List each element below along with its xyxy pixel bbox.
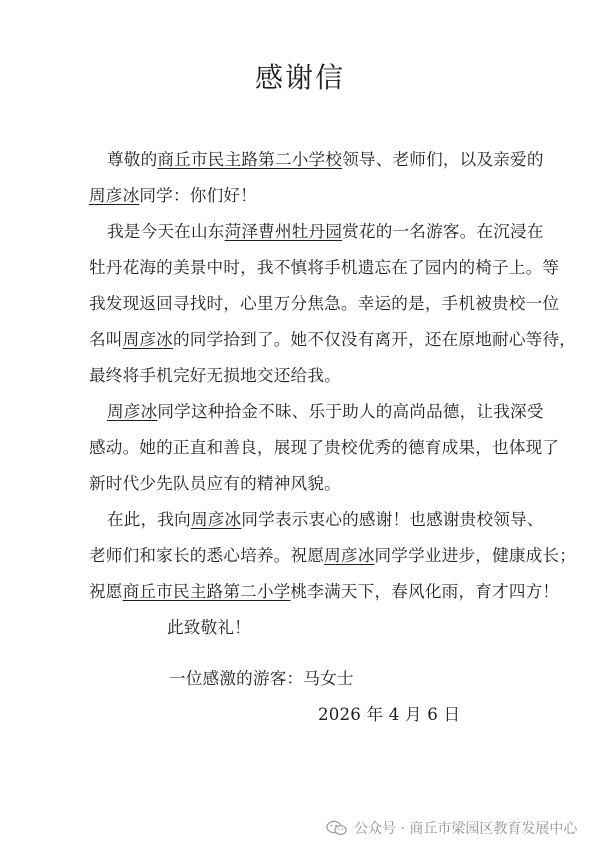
- underlined-name: 周彦冰: [107, 402, 158, 421]
- underlined-name: 周彦冰: [324, 546, 375, 565]
- text-segment: 一位感激的游客：马女士: [169, 669, 354, 688]
- paragraph-3-line-1: [107, 507, 544, 533]
- paragraph-1-line-3: [89, 291, 559, 317]
- letter-title: 感谢信: [254, 61, 345, 94]
- paragraph-1-line-2: [89, 255, 559, 281]
- text-segment: 祝愿: [89, 582, 123, 601]
- text-segment: 名叫: [89, 330, 123, 349]
- text-segment: 新时代少先队员应有的精神风貌。: [89, 474, 341, 493]
- text-segment: 同学学业进步，健康成长；: [374, 546, 577, 565]
- paragraph-1-line-5: [89, 363, 341, 389]
- text-segment: 我发现返回寻找时，心里万分焦急。幸运的是，手机被贵校一位: [89, 294, 560, 313]
- greeting-line-2: [89, 183, 257, 209]
- text-segment: 牡丹花海的美景中时，我不慎将手机遗忘在了园内的椅子上。等: [89, 258, 560, 277]
- paragraph-2-line-2: [89, 435, 559, 461]
- text-segment: 老师们和家长的悉心培养。祝愿: [89, 546, 325, 565]
- wechat-icon: [326, 820, 348, 836]
- paragraph-1-line-4: [89, 327, 576, 353]
- text-segment: 的同学拾到了。她不仅没有离开，还在原地耐心等待，: [172, 330, 577, 349]
- underlined-name: 商丘市民主路第二小学校: [157, 150, 343, 169]
- paragraph-1-line-1: [107, 219, 544, 245]
- text-segment: 同学表示衷心的感谢！也感谢贵校领导、: [241, 510, 544, 529]
- text-segment: 在此，我向: [107, 510, 191, 529]
- closing-salute: [167, 615, 251, 641]
- text-segment: 我是今天在山东: [107, 222, 225, 241]
- text-segment: 感动。她的正直和善良，展现了贵校优秀的德育成果，也体现了: [89, 438, 560, 457]
- paragraph-3-line-2: [89, 543, 576, 569]
- greeting-line-1: [107, 147, 544, 173]
- text-segment: 桃李满天下，春风化雨，育才四方！: [290, 582, 560, 601]
- underlined-name: 周彦冰: [190, 510, 242, 529]
- source-text: 公众号 · 商丘市梁园区教育发展中心: [354, 821, 578, 837]
- paragraph-3-line-3: [89, 579, 559, 605]
- signature: [169, 666, 354, 692]
- text-segment: 此致敬礼！: [167, 618, 251, 637]
- text-segment: 同学：你们好！: [139, 186, 257, 205]
- underlined-name: 商丘市民主路第二小学: [122, 582, 291, 601]
- underlined-name: 菏泽曹州牡丹园: [224, 222, 343, 241]
- underlined-name: 周彦冰: [122, 330, 173, 349]
- paragraph-2-line-3: [89, 471, 341, 497]
- date: [318, 702, 460, 728]
- text-segment: 2026 年 4 月 6 日: [318, 705, 461, 724]
- text-segment: 领导、老师们，以及亲爱的: [342, 150, 544, 169]
- text-segment: 赏花的一名游客。在沉浸在: [342, 222, 544, 241]
- text-segment: 最终将手机完好无损地交还给我。: [89, 366, 341, 385]
- text-segment: 尊敬的: [107, 150, 158, 169]
- source-watermark: [326, 818, 577, 838]
- text-segment: 同学这种拾金不昧、乐于助人的高尚品德，让我深受: [157, 402, 544, 421]
- paragraph-2-line-1: [107, 399, 544, 425]
- underlined-name: 周彦冰: [89, 186, 140, 205]
